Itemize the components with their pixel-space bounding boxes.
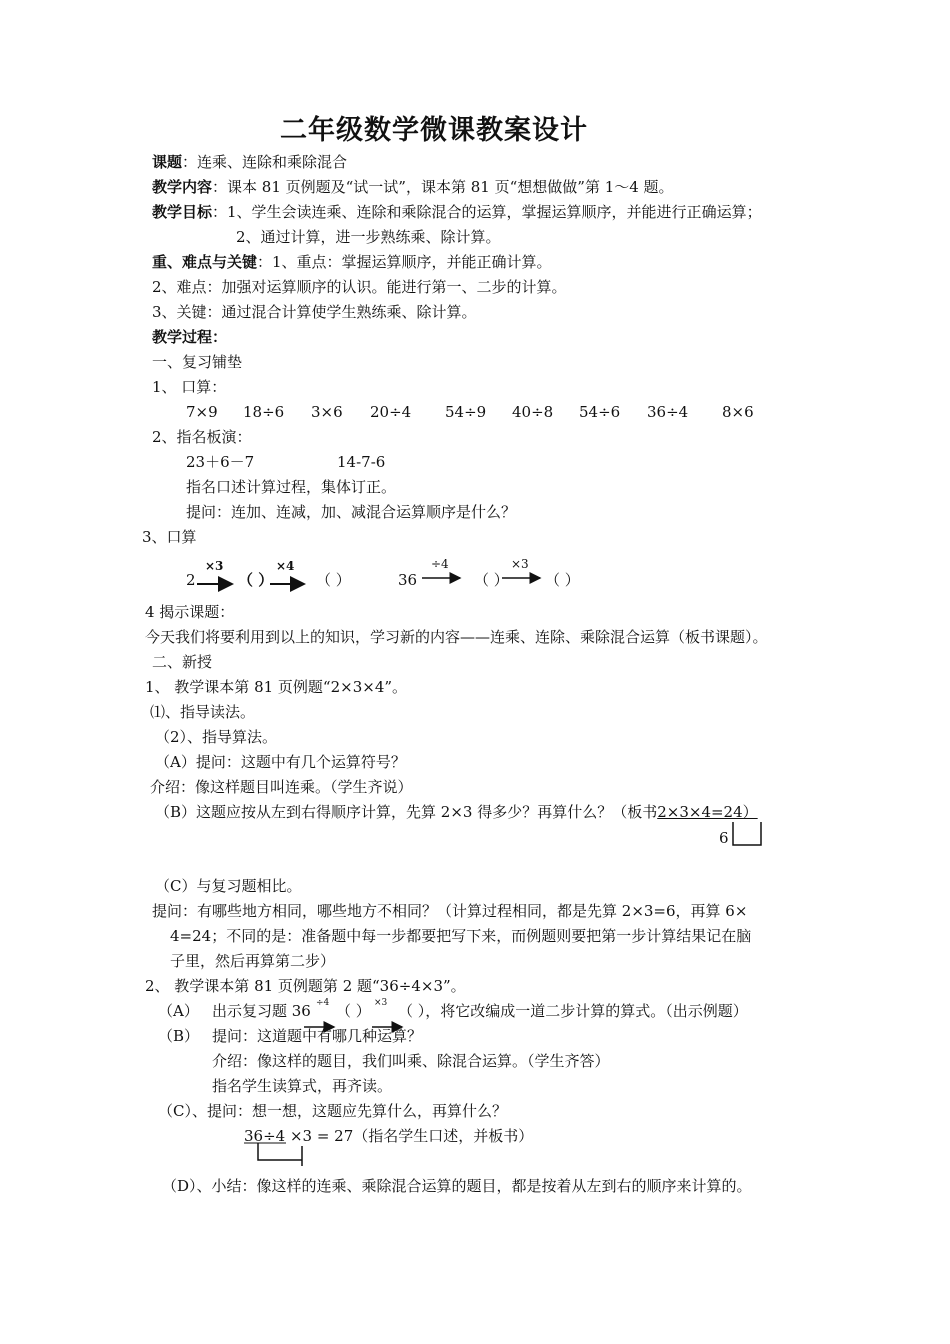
ex2-C-expr: 36÷4 ×3 = 27 [244,1127,354,1145]
board-expr-1: 23＋6－7 [186,453,255,471]
ex2-A-label: （A） [158,1002,199,1020]
ex2-intro: 介绍：像这样的题目，我们叫乘、除混合运算。（学生齐答） [212,1052,610,1070]
ex2-C-line [244,1126,533,1146]
board-expr-2: 14-7-6 [337,453,386,471]
chain-heading: 3、口算 [142,528,197,546]
ex2-A-pre: 出示复习题 36 [212,1002,311,1020]
ex2-A-op1: ÷4 [316,998,330,1008]
ex1-B-mid: 6 [719,829,729,847]
ex1-a: ⑴、指导读法。 [150,703,256,721]
ex1-C: （C）与复习题相比。 [155,877,302,895]
page-title: 二年级数学微课教案设计 [280,115,588,146]
key-line-3: 3、关键：通过混合计算使学生熟练乘、除计算。 [152,303,477,321]
chain1-op2: ×4 [276,559,295,573]
oral-item: 7×9 [186,403,218,421]
goal-line-2: 2、通过计算，进一步熟练乘、除计算。 [236,228,501,246]
ex1-title: 1、 教学课本第 81 页例题“2×3×4”。 [145,678,408,696]
reveal-text: 今天我们将要利用到以上的知识，学习新的内容——连乘、连除、乘除混合运算（板书课题）。 [145,628,768,646]
content-text: ：课本 81 页例题及“试一试”，课本第 81 页“想想做做”第 1～4 题。 [212,178,674,196]
oral-item: 40÷8 [512,403,554,421]
topic-text: ：连乘、连除和乘除混合 [182,153,348,171]
oral-item: 18÷6 [243,403,285,421]
content-line [152,177,674,197]
ex1-intro: 介绍：像这样题目叫连乘。（学生齐说） [150,778,413,796]
ex1-q2: 4=24；不同的是：准备题中每一步都要把写下来，而例题则要把第一步计算结果记在脑 [170,927,752,945]
topic-label: 课题 [152,153,183,171]
ex1-A: （A）提问：这题中有几个运算符号？ [155,753,406,771]
reveal-heading: 4 揭示课题： [145,603,235,621]
ex2-A-op2: ×3 [374,998,388,1008]
ex2-A-box1: （ ） [336,1002,371,1020]
oral-item: 54÷9 [445,403,487,421]
key-label: 重、难点与关键 [152,253,258,271]
ex2-B-label: （B） [158,1027,200,1045]
goal-text-1: ：1、学生会读连乘、连除和乘除混合的运算，掌握运算顺序，并能进行正确运算； [212,203,762,221]
oral-item: 54÷6 [579,403,621,421]
oral-heading: 1、 口算： [152,378,227,396]
ex2-read: 指名学生读算式，再齐读。 [212,1077,393,1095]
ex1-q1: 提问：有哪些地方相同，哪些地方不相同？（计算过程相同，都是先算 2×3=6，再算 6× [152,902,748,920]
ex1-B [155,802,758,822]
goal-label: 教学目标 [152,203,213,221]
chain1-box1: （ ） [238,571,274,589]
review-heading: 一、复习铺垫 [152,353,243,371]
ex1-b: （2）、指导算法。 [155,728,278,746]
topic-line [152,152,347,172]
ex2-C-note: （指名学生口述，并板书） [353,1127,534,1145]
new-heading: 二、新授 [152,653,213,671]
oral-item: 3×6 [311,403,343,421]
chain1-box2: （ ） [316,571,351,589]
oral-item: 8×6 [722,403,754,421]
chain2-start: 36 [398,571,418,589]
chain1-start: 2 [186,571,196,589]
ex2-D: （D）、小结：像这样的连乘、乘除混合运算的题目，都是按着从左到右的顺序来计算的。 [162,1177,752,1195]
chain2-box1: （ ） [474,571,509,589]
ex1-B-text: （B）这题应按从左到右得顺序计算，先算 2×3 得多少？再算什么？（板书 [155,803,658,821]
ex2-A-post: （ ），将它改编成一道二步计算的算式。（出示例题） [398,1002,748,1020]
ex2-B: 提问：这道题中有哪几种运算？ [212,1027,423,1045]
chain1-op1: ×3 [205,559,224,573]
board-note-2: 提问：连加、连减，加、减混合运算顺序是什么？ [186,503,517,521]
oral-item: 36÷4 [647,403,689,421]
chain2-box2: （ ） [545,571,580,589]
key-text-1: ：1、重点：掌握运算顺序，并能正确计算。 [257,253,552,271]
ex2-title: 2、 教学课本第 81 页例题第 2 题“36÷4×3”。 [145,977,466,995]
key-line-2: 2、难点：加强对运算顺序的认识。能进行第一、二步的计算。 [152,278,567,296]
content-label: 教学内容 [152,178,213,196]
chain2-op2: ×3 [511,557,529,571]
ex1-B-expr: 2×3×4=24） [657,803,758,821]
ex1-bracket [733,822,761,845]
board-note-1: 指名口述计算过程，集体订正。 [186,478,397,496]
ex1-q3: 子里，然后再算第二步） [170,952,336,970]
process-label: 教学过程： [152,328,228,346]
key-line-1 [152,252,552,272]
ex2-C: （C）、提问：想一想，这题应先算什么，再算什么？ [158,1102,507,1120]
chain2-op1: ÷4 [431,557,449,571]
oral-item: 20÷4 [370,403,412,421]
goal-line-1 [152,202,762,222]
board-heading: 2、指名板演： [152,428,252,446]
